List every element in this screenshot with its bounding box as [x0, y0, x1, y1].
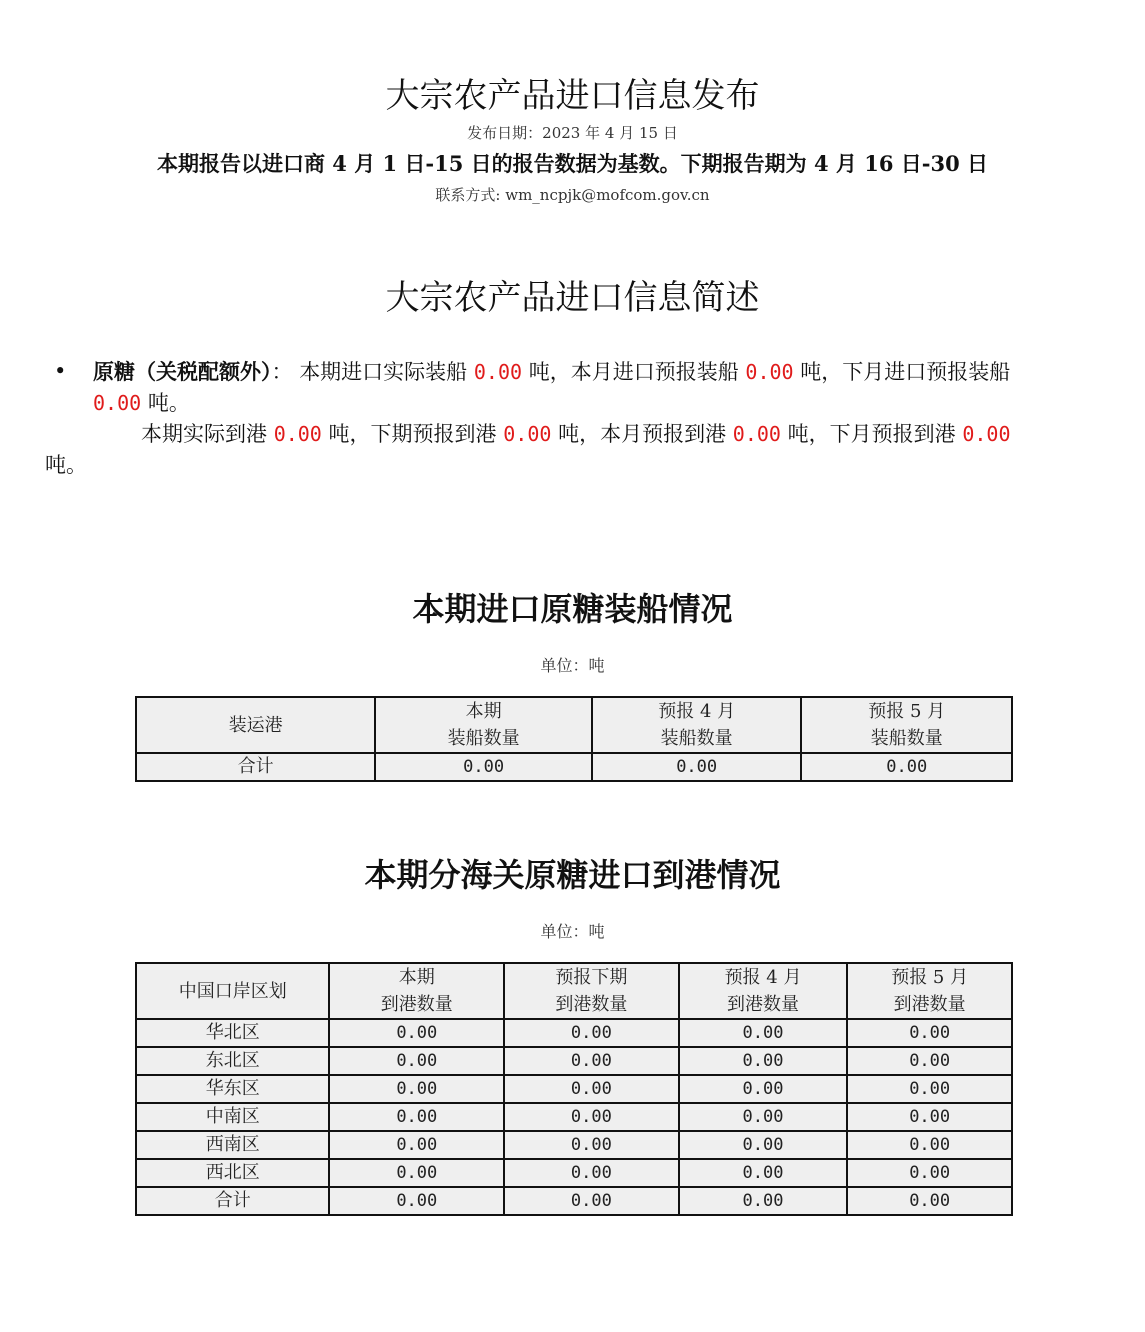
table-cell: 0.00	[679, 1047, 848, 1075]
value-next-period-arrival: 0.00	[503, 422, 552, 446]
arrival-table-title: 本期分海关原糖进口到港情况	[364, 856, 781, 894]
summary-text	[45, 356, 1134, 481]
row-label: 华北区	[136, 1019, 329, 1047]
column-header: 预报下期 到港数量	[504, 963, 679, 1019]
table-cell: 0.00	[679, 1131, 848, 1159]
value-current-arrival: 0.00	[273, 422, 322, 446]
value-next-month-arrival-forecast: 0.00	[962, 422, 1011, 446]
shipment-table	[135, 696, 1013, 782]
table-cell: 0.00	[847, 1187, 1012, 1215]
value-next-month-shipment-forecast: 0.00	[93, 391, 142, 415]
shipment-table-title: 本期进口原糖装船情况	[412, 590, 733, 628]
table-cell: 0.00	[329, 1075, 504, 1103]
table-cell: 0.00	[329, 1019, 504, 1047]
row-label: 合计	[136, 753, 375, 781]
publish-date: 发布日期：2023 年 4 月 15 日	[467, 124, 678, 142]
column-header: 本期 装船数量	[375, 697, 592, 753]
summary-title: 大宗农产品进口信息简述	[385, 278, 760, 318]
table-cell: 0.00	[847, 1075, 1012, 1103]
value-current-shipment: 0.00	[473, 360, 523, 384]
table-row	[136, 1187, 1012, 1215]
table-row	[136, 1047, 1012, 1075]
contact-info: 联系方式: wm_ncpjk@mofcom.gov.cn	[435, 186, 710, 204]
table-row	[136, 753, 1012, 781]
table-cell: 0.00	[679, 1103, 848, 1131]
table-row	[136, 1019, 1012, 1047]
value-month-arrival-forecast: 0.00	[732, 422, 781, 446]
value-month-shipment-forecast: 0.00	[745, 360, 794, 384]
table-cell: 0.00	[504, 1019, 679, 1047]
period-note: 本期报告以进口商 4 月 1 日-15 日的报告数据为基数。下期报告期为 4 月 16 日-30 日	[156, 151, 989, 176]
table-cell: 0.00	[504, 1103, 679, 1131]
table-cell: 0.00	[329, 1131, 504, 1159]
table-cell: 0.00	[504, 1159, 679, 1187]
table-cell: 0.00	[679, 1187, 848, 1215]
table-cell: 0.00	[679, 1075, 848, 1103]
column-header: 预报 4 月 装船数量	[592, 697, 802, 753]
table-cell: 0.00	[329, 1047, 504, 1075]
table-cell: 0.00	[504, 1047, 679, 1075]
commodity-label: 原糖（关税配额外）	[93, 359, 272, 384]
table-cell: 0.00	[329, 1187, 504, 1215]
table-cell: 0.00	[801, 753, 1012, 781]
arrival-unit: 单位：吨	[540, 922, 605, 941]
summary-line-arrival: 本期实际到港 0.00 吨，下期预报到港 0.00 吨，本月预报到港 0.00 吨，下月预报到港 0.00 吨。	[45, 422, 1011, 477]
page-title: 大宗农产品进口信息发布	[385, 76, 760, 116]
table-row	[136, 1103, 1012, 1131]
table-cell: 0.00	[847, 1103, 1012, 1131]
table-cell: 0.00	[504, 1075, 679, 1103]
bullet-icon: •	[54, 359, 67, 383]
column-header: 预报 5 月 装船数量	[801, 697, 1012, 753]
column-header: 预报 5 月 到港数量	[847, 963, 1012, 1019]
table-row	[136, 1159, 1012, 1187]
summary-line-shipment: 原糖（关税配额外）： 本期进口实际装船 0.00 吨，本月进口预报装船 0.00 吨，下月进口预报装船 0.00 吨。	[93, 359, 1011, 415]
row-label: 中南区	[136, 1103, 329, 1131]
column-header: 预报 4 月 到港数量	[679, 963, 848, 1019]
table-cell: 0.00	[592, 753, 802, 781]
table-cell: 0.00	[679, 1159, 848, 1187]
arrival-table	[135, 962, 1013, 1216]
table-cell: 0.00	[847, 1047, 1012, 1075]
table-header-row	[136, 697, 1012, 753]
table-cell: 0.00	[847, 1159, 1012, 1187]
column-header: 本期 到港数量	[329, 963, 504, 1019]
summary-block	[45, 356, 1134, 481]
table-cell: 0.00	[329, 1159, 504, 1187]
table-cell: 0.00	[847, 1019, 1012, 1047]
row-label: 西南区	[136, 1131, 329, 1159]
column-header: 中国口岸区划	[136, 963, 329, 1019]
row-label: 西北区	[136, 1159, 329, 1187]
table-cell: 0.00	[847, 1131, 1012, 1159]
row-label: 东北区	[136, 1047, 329, 1075]
table-cell: 0.00	[504, 1131, 679, 1159]
table-row	[136, 1075, 1012, 1103]
table-row	[136, 1131, 1012, 1159]
table-cell: 0.00	[375, 753, 592, 781]
table-cell: 0.00	[679, 1019, 848, 1047]
table-cell: 0.00	[329, 1103, 504, 1131]
table-header-row	[136, 963, 1012, 1019]
row-label: 华东区	[136, 1075, 329, 1103]
row-label: 合计	[136, 1187, 329, 1215]
table-cell: 0.00	[504, 1187, 679, 1215]
column-header: 装运港	[136, 697, 375, 753]
shipment-unit: 单位：吨	[540, 656, 605, 675]
